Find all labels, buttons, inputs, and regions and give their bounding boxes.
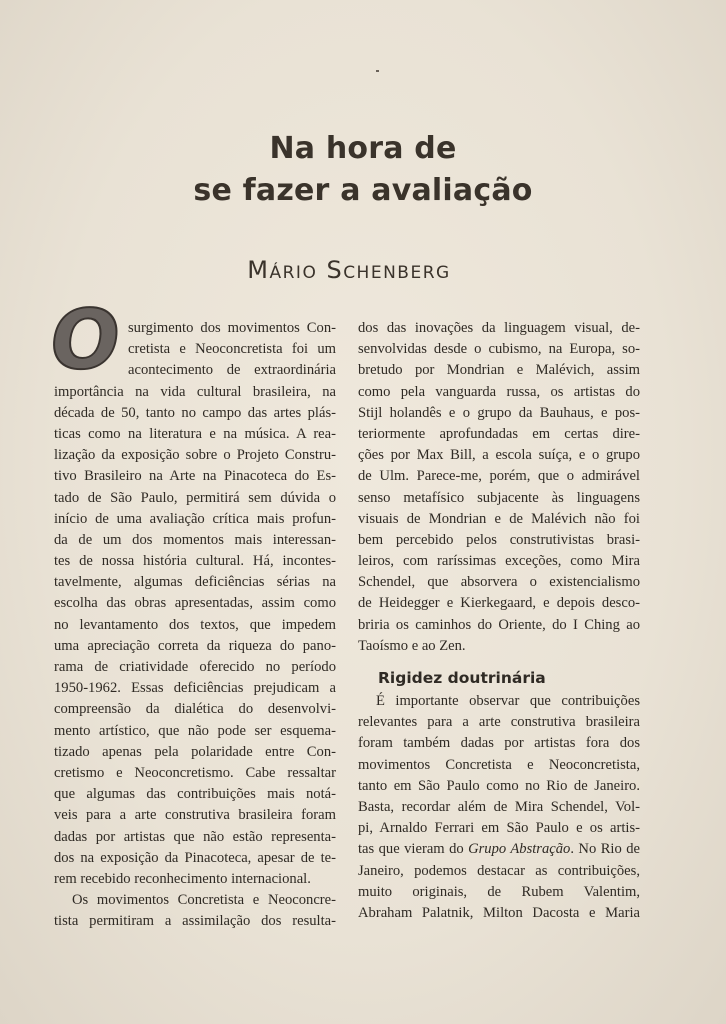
text-line: tivo Brasileiro na Arte na Pinacoteca do Es- [54, 468, 336, 485]
drop-cap: O [43, 293, 127, 388]
italic-text: Grupo Abstração [468, 841, 571, 858]
text-line: importância na vida cultural brasileira, na [54, 383, 336, 400]
text-line: que algumas das contribuições mais notá- [54, 786, 336, 803]
text-line: Janeiro, podemos destacar as contribuições, [358, 862, 640, 879]
article-title-line-1: Na hora de [269, 131, 457, 166]
section-subheading: Rigidez doutrinária [378, 669, 546, 687]
text-line: Os movimentos Concretista e Neoconcre- [72, 892, 336, 909]
text-line: relevantes para a arte construtiva brasileira [358, 714, 640, 731]
text-line: início de uma avaliação crítica mais profun- [54, 510, 336, 527]
text-line: veis para a arte construtiva brasileira foram [54, 807, 336, 824]
text-line: tavelmente, algumas deficiências sérias na [54, 574, 336, 591]
text-line: de Ulm. Parece-me, porém, que o admirável [358, 468, 640, 485]
text-line: visuais de Mondrian e de Malévich não foi [358, 510, 640, 527]
text-line: mento artístico, que não pode ser esquema- [54, 722, 336, 739]
text-line: de Heidegger e Kierkegaard, e depois desco- [358, 595, 640, 612]
text-line: pi, Arnaldo Ferrari em São Paulo e os artis- [358, 820, 640, 837]
text-line: lização da exposição sobre o Projeto Constru- [54, 447, 336, 464]
text-line: foram também dadas por artistas fora dos [358, 735, 640, 752]
text-line: dos das inovações da linguagem visual, de- [358, 320, 640, 336]
text-line: É importante observar que contribuições [376, 693, 640, 709]
text-line: bretudo por Mondrian e Malévich, assim [358, 362, 640, 379]
text-line: rama de criatividade oferecido no período [54, 659, 336, 675]
text-line: dos na exposição da Pinacoteca, apesar de te- [54, 849, 336, 866]
text-line: cretista e Neoconcretista foi um [128, 341, 336, 358]
text-line: rem recebido reconhecimento internacional. [54, 870, 311, 887]
text-line: tizado apenas pela polaridade entre Con- [54, 743, 336, 760]
article-author: Mário Schenberg [247, 256, 451, 284]
text-line: Basta, recordar além de Mira Schendel, Vol- [358, 798, 640, 815]
text-line: da de um dos momentos mais interessan- [54, 531, 336, 548]
text-line: uma apreciação correta da riqueza do pano- [54, 637, 336, 654]
text-line: Abraham Palatnik, Milton Dacosta e Maria [358, 904, 640, 921]
text-line: tado de São Paulo, permitirá sem dúvida o [54, 489, 336, 506]
text-line: tanto em São Paulo como no Rio de Janeiro. [358, 777, 640, 794]
text-line: década de 50, tanto no campo das artes plás- [54, 404, 336, 421]
article-title-line-2: se fazer a avaliação [193, 173, 533, 208]
text-line: briria os caminhos do Oriente, do I Ching ao [358, 616, 640, 633]
text-line: ções por Max Bill, a escola suíça, e o grupo [358, 447, 640, 464]
spacer [358, 657, 640, 665]
text-line: movimentos Concretista e Neoconcretista, [358, 756, 640, 773]
text-line: Schendel, que absorvera o existencialismo [358, 574, 640, 591]
text-line: cretismo e Neoconcretismo. Cabe ressaltar [54, 764, 336, 781]
text-line: tista permitiram a assimilação dos resulta- [54, 913, 336, 930]
left-column [54, 318, 336, 932]
text-line: como pela vanguarda russa, os artistas do [358, 383, 640, 400]
text-line: senvolvidas desde o cubismo, na Europa, so- [358, 341, 640, 358]
right-column [358, 318, 640, 924]
text-line: Taoísmo e ao Zen. [358, 637, 466, 654]
text-line: no levantamento dos textos, que impedem [54, 616, 336, 633]
text-line: tas que vieram do Grupo Abstração. No Rio de [358, 841, 640, 858]
text-line: muito originais, de Rubem Valentim, [358, 883, 640, 900]
text-line: surgimento dos movimentos Con- [128, 320, 336, 336]
text-line: bem percebido pelos construtivistas brasi- [358, 531, 640, 548]
text-line: tes de nossa história cultural. Há, incontes- [54, 553, 336, 570]
text-line: Stijl holandês e o grupo da Bauhaus, e pos- [358, 404, 640, 421]
text-line: escolha das obras apresentadas, assim como [54, 595, 336, 612]
printer-mark [376, 70, 379, 72]
text-line: 1950-1962. Essas deficiências prejudicam a [54, 680, 336, 697]
text-line: teriormente aprofundadas em certas dire- [358, 425, 640, 442]
text-line: leiros, com raríssimas exceções, como Mira [358, 553, 640, 570]
text-line: acontecimento de extraordinária [128, 362, 336, 379]
text-line: senso metafísico subjacente às linguagens [358, 489, 640, 506]
text-line: ticas como na literatura e na música. A rea- [54, 425, 336, 442]
text-line: compreensão da dialética do desenvolvi- [54, 701, 336, 718]
text-line: dadas por artistas que não estão representa- [54, 828, 336, 845]
